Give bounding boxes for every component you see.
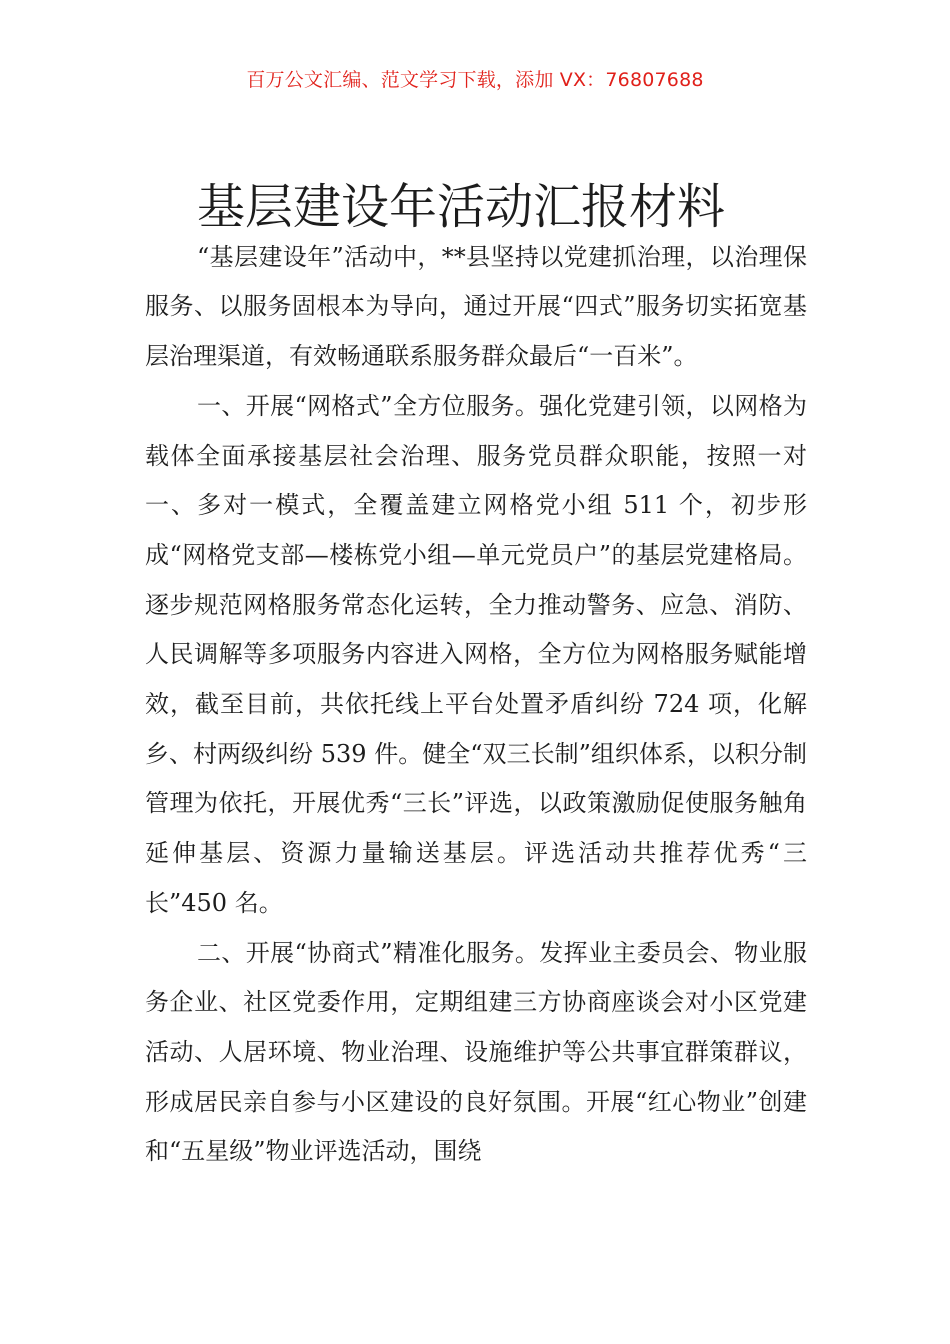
paragraph-section-two: 二、开展“协商式”精准化服务。发挥业主委员会、物业服务企业、社区党委作用，定期组建三方协商座谈会对小区党建活动、人居环境、物业治理、设施维护等公共事宜群策群议，形成居民亲自参与小区建设的良好氛围。开展“红心物业”创建和“五星级”物业评选活动，围绕 [145, 938, 807, 1166]
paragraph-intro: “基层建设年”活动中，**县坚持以党建抓治理，以治理保服务、以服务固根本为导向，通过开展“四式”服务切实拓宽基层治理渠道，有效畅通联系服务群众最后“一百米”。 [145, 242, 807, 371]
document-body [145, 179, 807, 1177]
document-title: 基层建设年活动汇报材料 [197, 179, 726, 235]
paragraph-section-one: 一、开展“网格式”全方位服务。强化党建引领，以网格为载体全面承接基层社会治理、服务党员群众职能，按照一对一、多对一模式，全覆盖建立网格党小组 511 个，初步形成“网格党支部—楼栋党小组—单元党员户”的基层党建格局。逐步规范网格服务常态化运转，全力推动警务、应急、消防、人民调解等多项服务内容进入网格，全方位为网格服务赋能增效，截至目前，共依托线上平台处置矛盾纠纷 724 项，化解乡、村两级纠纷 539 件。健全“双三长制”组织体系，以积分制管理为依托，开展优秀“三长”评选，以政策激励促使服务触角延伸基层、资源力量输送基层。评选活动共推荐优秀“三长”450 名。 [145, 391, 807, 917]
header-banner: 百万公文汇编、范文学习下载，添加 VX：76807688 [246, 69, 704, 91]
